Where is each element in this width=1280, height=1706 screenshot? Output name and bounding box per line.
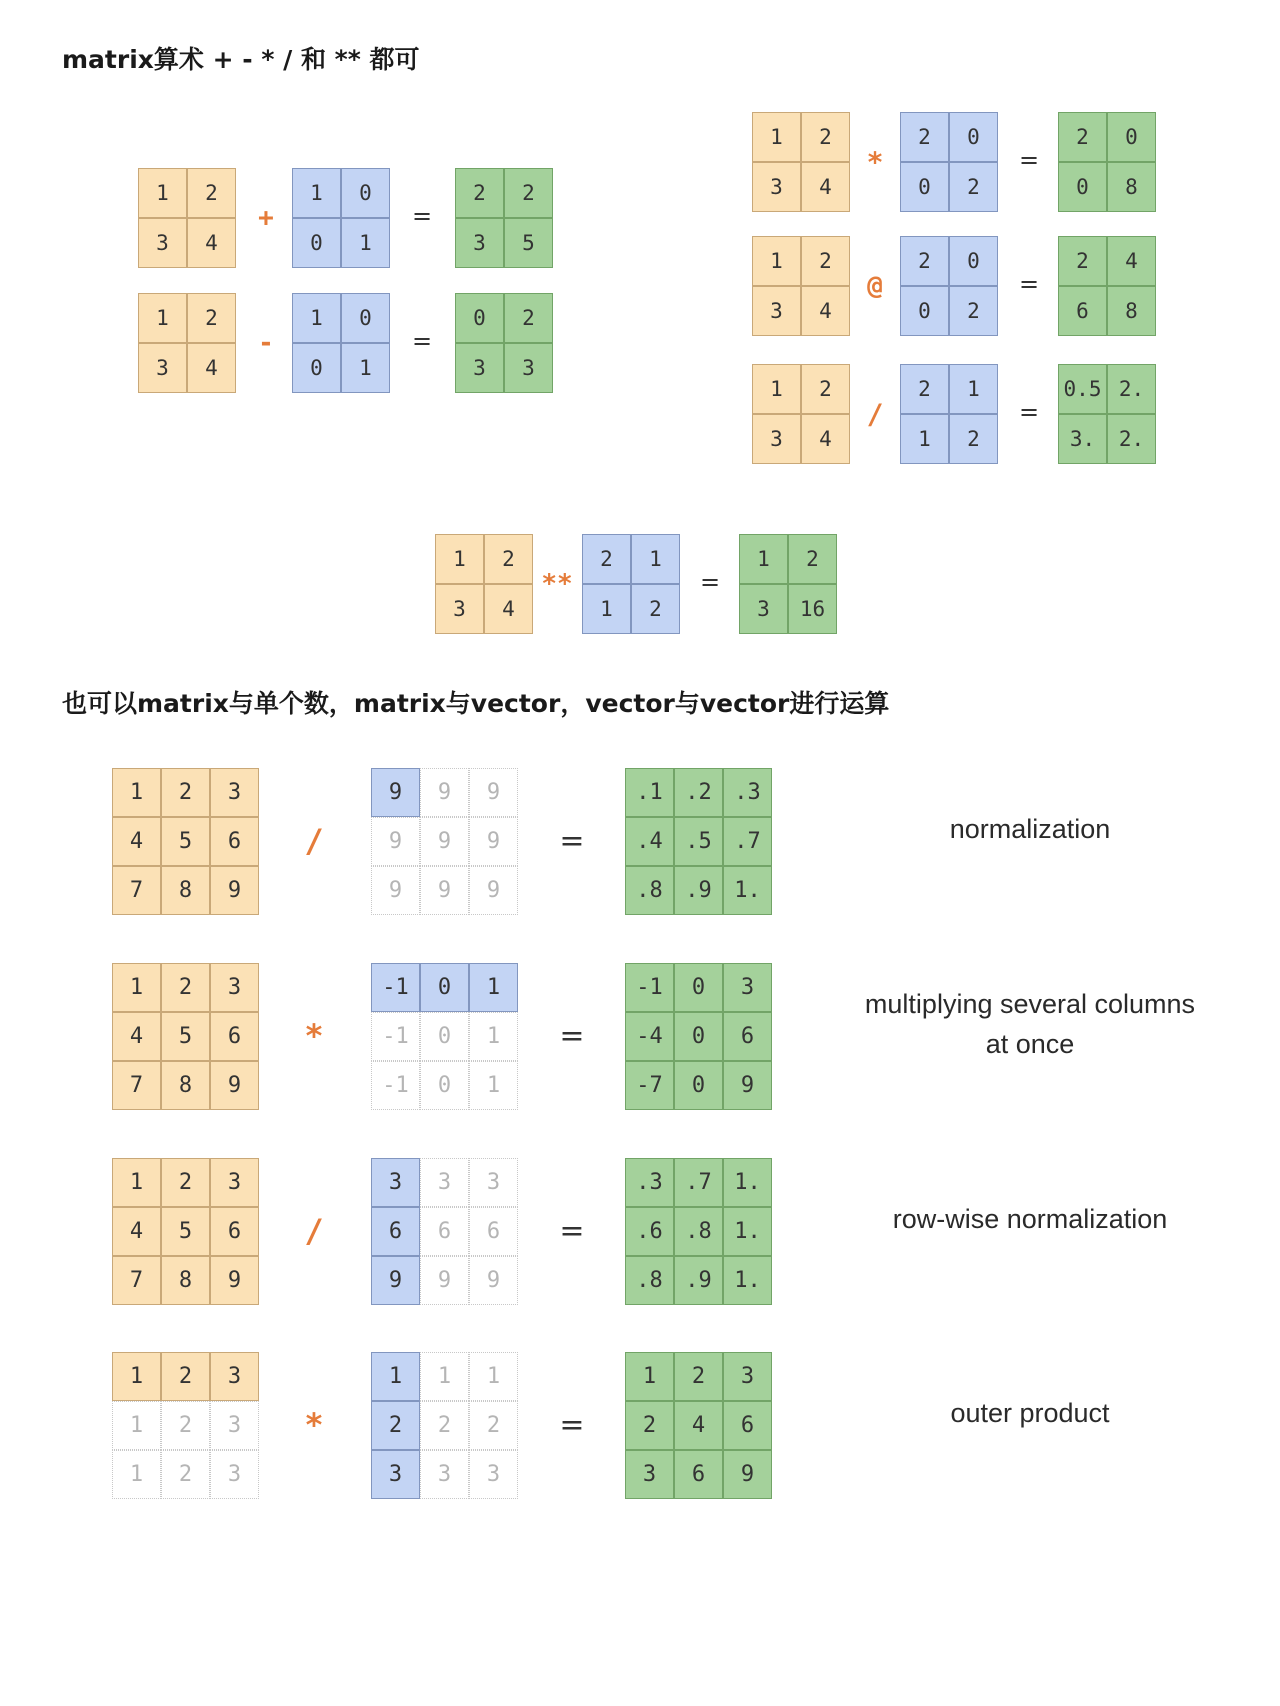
- div-left-cell: 3: [752, 414, 801, 464]
- multiply-columns-right-cell: 1: [469, 963, 518, 1012]
- normalization-right-cell: 9: [469, 817, 518, 866]
- sub-result-cell: 3: [504, 343, 553, 393]
- pow-operator: **: [541, 569, 573, 599]
- pow-right-cell: 1: [631, 534, 680, 584]
- normalization-right-cell: 9: [420, 768, 469, 817]
- outer-product-right-cell: 1: [371, 1352, 420, 1401]
- matmul-result-cell: 6: [1058, 286, 1107, 336]
- row-wise-right-cell: 6: [371, 1207, 420, 1256]
- div-result-matrix: [1058, 364, 1156, 464]
- matmul-right-cell: 2: [900, 236, 949, 286]
- equals-sign: =: [559, 1407, 585, 1443]
- normalization-result-cell: .5: [674, 817, 723, 866]
- matmul-left-matrix: [752, 236, 850, 336]
- outer-product-result-cell: 3: [723, 1352, 772, 1401]
- normalization-left-cell: 8: [161, 866, 210, 915]
- multiply-columns-result-cell: -1: [625, 963, 674, 1012]
- matmul-right-matrix: [900, 236, 998, 336]
- mul-left-matrix: [752, 112, 850, 212]
- multiply-columns-left-cell: 8: [161, 1061, 210, 1110]
- row-wise-result-cell: 1.: [723, 1158, 772, 1207]
- multiply-columns-right-cell: -1: [371, 1012, 420, 1061]
- sub-left-cell: 3: [138, 343, 187, 393]
- row-wise-right-cell: 9: [371, 1256, 420, 1305]
- mul-result-matrix: [1058, 112, 1156, 212]
- normalization-operator: /: [304, 822, 324, 860]
- row-wise-result-matrix: [625, 1158, 772, 1305]
- mul-left-cell: 1: [752, 112, 801, 162]
- normalization-left-cell: 1: [112, 768, 161, 817]
- row-wise-result-cell: .6: [625, 1207, 674, 1256]
- sub-right-cell: 0: [292, 343, 341, 393]
- sub-left-cell: 2: [187, 293, 236, 343]
- row-wise-left-cell: 6: [210, 1207, 259, 1256]
- add-right-cell: 0: [292, 218, 341, 268]
- row-wise-result-cell: 1.: [723, 1256, 772, 1305]
- add-left-cell: 2: [187, 168, 236, 218]
- multiply-columns-result-matrix: [625, 963, 772, 1110]
- multiply-columns-operator: *: [304, 1017, 324, 1055]
- div-right-cell: 1: [900, 414, 949, 464]
- row-wise-right-matrix: [371, 1158, 518, 1305]
- mul-left-cell: 4: [801, 162, 850, 212]
- multiply-columns-left-cell: 5: [161, 1012, 210, 1061]
- title-arithmetic: matrix算术 + - * / 和 ** 都可: [62, 45, 420, 74]
- pow-left-matrix: [435, 534, 533, 634]
- add-result-cell: 2: [504, 168, 553, 218]
- row-wise-left-cell: 8: [161, 1256, 210, 1305]
- mul-result-cell: 0: [1107, 112, 1156, 162]
- normalization-right-cell: 9: [371, 768, 420, 817]
- div-right-cell: 2: [900, 364, 949, 414]
- outer-product-right-cell: 3: [420, 1450, 469, 1499]
- multiply-columns-result-cell: 0: [674, 1061, 723, 1110]
- outer-product-result-cell: 2: [674, 1352, 723, 1401]
- multiply-columns-left-cell: 1: [112, 963, 161, 1012]
- outer-product-right-cell: 3: [469, 1450, 518, 1499]
- row-wise-left-cell: 7: [112, 1256, 161, 1305]
- pow-right-matrix: [582, 534, 680, 634]
- multiply-columns-result-cell: 0: [674, 1012, 723, 1061]
- outer-product-left-matrix: [112, 1352, 259, 1499]
- multiply-columns-left-cell: 9: [210, 1061, 259, 1110]
- div-result-cell: 3.: [1058, 414, 1107, 464]
- equals-sign: =: [411, 327, 433, 355]
- outer-product-result-matrix: [625, 1352, 772, 1499]
- sub-right-matrix: [292, 293, 390, 393]
- normalization-result-cell: .4: [625, 817, 674, 866]
- pow-left-cell: 1: [435, 534, 484, 584]
- sub-right-cell: 1: [292, 293, 341, 343]
- add-left-cell: 3: [138, 218, 187, 268]
- row-wise-right-cell: 6: [420, 1207, 469, 1256]
- multiply-columns-right-cell: 1: [469, 1061, 518, 1110]
- matmul-result-cell: 8: [1107, 286, 1156, 336]
- outer-product-result-cell: 6: [674, 1450, 723, 1499]
- row-wise-result-cell: .8: [625, 1256, 674, 1305]
- matmul-result-cell: 2: [1058, 236, 1107, 286]
- mul-right-cell: 0: [900, 162, 949, 212]
- matmul-left-cell: 1: [752, 236, 801, 286]
- row-wise-result-cell: 1.: [723, 1207, 772, 1256]
- div-left-cell: 2: [801, 364, 850, 414]
- equals-sign: =: [411, 202, 433, 230]
- div-result-cell: 2.: [1107, 364, 1156, 414]
- row-wise-right-cell: 3: [469, 1158, 518, 1207]
- add-right-cell: 1: [341, 218, 390, 268]
- add-left-cell: 1: [138, 168, 187, 218]
- outer-product-left-cell: 1: [112, 1401, 161, 1450]
- add-result-cell: 3: [455, 218, 504, 268]
- outer-product-label: outer product: [950, 1398, 1110, 1428]
- add-result-cell: 2: [455, 168, 504, 218]
- pow-right-cell: 2: [631, 584, 680, 634]
- equals-sign: =: [559, 1213, 585, 1249]
- multiply-columns-right-matrix: [371, 963, 518, 1110]
- multiply-columns-right-cell: -1: [371, 1061, 420, 1110]
- normalization-left-cell: 7: [112, 866, 161, 915]
- normalization-label: normalization: [949, 814, 1111, 844]
- multiply-columns-left-matrix: [112, 963, 259, 1110]
- multiply-columns-left-cell: 4: [112, 1012, 161, 1061]
- row-wise-left-cell: 2: [161, 1158, 210, 1207]
- mul-right-cell: 2: [949, 162, 998, 212]
- mul-result-cell: 8: [1107, 162, 1156, 212]
- add-result-cell: 5: [504, 218, 553, 268]
- multiply-columns-right-cell: -1: [371, 963, 420, 1012]
- row-wise-left-cell: 9: [210, 1256, 259, 1305]
- outer-product-operator: *: [304, 1406, 324, 1444]
- outer-product-left-cell: 2: [161, 1352, 210, 1401]
- row-wise-right-cell: 9: [469, 1256, 518, 1305]
- matmul-left-cell: 3: [752, 286, 801, 336]
- outer-product-left-cell: 3: [210, 1450, 259, 1499]
- sub-right-cell: 0: [341, 293, 390, 343]
- outer-product-result-cell: 9: [723, 1450, 772, 1499]
- outer-product-result-cell: 3: [625, 1450, 674, 1499]
- outer-product-left-cell: 1: [112, 1450, 161, 1499]
- multiply-columns-left-cell: 7: [112, 1061, 161, 1110]
- outer-product-right-cell: 1: [469, 1352, 518, 1401]
- pow-right-cell: 1: [582, 584, 631, 634]
- div-operator: /: [866, 397, 884, 431]
- add-right-cell: 1: [292, 168, 341, 218]
- mul-left-cell: 2: [801, 112, 850, 162]
- multiply-columns-result-cell: 0: [674, 963, 723, 1012]
- outer-product-result-cell: 4: [674, 1401, 723, 1450]
- sub-result-matrix: [455, 293, 553, 393]
- normalization-result-cell: .8: [625, 866, 674, 915]
- normalization-right-cell: 9: [469, 768, 518, 817]
- normalization-left-cell: 3: [210, 768, 259, 817]
- div-right-matrix: [900, 364, 998, 464]
- normalization-result-cell: .2: [674, 768, 723, 817]
- normalization-result-cell: .7: [723, 817, 772, 866]
- normalization-left-cell: 9: [210, 866, 259, 915]
- normalization-result-matrix: [625, 768, 772, 915]
- pow-result-cell: 2: [788, 534, 837, 584]
- multiply-columns-right-cell: 1: [469, 1012, 518, 1061]
- matmul-result-matrix: [1058, 236, 1156, 336]
- normalization-right-cell: 9: [420, 817, 469, 866]
- div-right-cell: 1: [949, 364, 998, 414]
- outer-product-left-cell: 2: [161, 1401, 210, 1450]
- outer-product-left-cell: 2: [161, 1450, 210, 1499]
- multiply-columns-result-cell: 9: [723, 1061, 772, 1110]
- normalization-left-cell: 4: [112, 817, 161, 866]
- equals-sign: =: [559, 823, 585, 859]
- equals-sign: =: [699, 568, 721, 596]
- mul-left-cell: 3: [752, 162, 801, 212]
- equals-sign: =: [559, 1018, 585, 1054]
- pow-left-cell: 2: [484, 534, 533, 584]
- outer-product-right-cell: 2: [469, 1401, 518, 1450]
- outer-product-result-cell: 1: [625, 1352, 674, 1401]
- multiply-columns-right-cell: 0: [420, 963, 469, 1012]
- outer-product-right-matrix: [371, 1352, 518, 1499]
- multiply-columns-result-cell: -4: [625, 1012, 674, 1061]
- div-right-cell: 2: [949, 414, 998, 464]
- row-wise-right-cell: 3: [420, 1158, 469, 1207]
- mul-result-cell: 0: [1058, 162, 1107, 212]
- multiply-columns-right-cell: 0: [420, 1061, 469, 1110]
- row-wise-operator: /: [304, 1212, 324, 1250]
- row-wise-result-cell: .8: [674, 1207, 723, 1256]
- matmul-left-cell: 4: [801, 286, 850, 336]
- mul-operator: *: [866, 145, 884, 179]
- row-wise-left-cell: 1: [112, 1158, 161, 1207]
- matmul-right-cell: 0: [900, 286, 949, 336]
- mul-result-cell: 2: [1058, 112, 1107, 162]
- outer-product-left-cell: 3: [210, 1352, 259, 1401]
- row-wise-left-cell: 4: [112, 1207, 161, 1256]
- outer-product-left-cell: 3: [210, 1401, 259, 1450]
- row-wise-right-cell: 6: [469, 1207, 518, 1256]
- pow-result-cell: 3: [739, 584, 788, 634]
- equals-sign: =: [1018, 146, 1040, 174]
- row-wise-left-cell: 5: [161, 1207, 210, 1256]
- row-wise-result-cell: .7: [674, 1158, 723, 1207]
- normalization-right-matrix: [371, 768, 518, 915]
- sub-left-matrix: [138, 293, 236, 393]
- div-left-cell: 1: [752, 364, 801, 414]
- row-wise-result-cell: .9: [674, 1256, 723, 1305]
- row-wise-right-cell: 3: [371, 1158, 420, 1207]
- normalization-result-cell: .3: [723, 768, 772, 817]
- multiply-columns-result-cell: -7: [625, 1061, 674, 1110]
- pow-right-cell: 2: [582, 534, 631, 584]
- matmul-operator: @: [867, 271, 883, 301]
- multiply-columns-result-cell: 3: [723, 963, 772, 1012]
- sub-left-cell: 1: [138, 293, 187, 343]
- outer-product-right-cell: 3: [371, 1450, 420, 1499]
- outer-product-result-cell: 6: [723, 1401, 772, 1450]
- matmul-result-cell: 4: [1107, 236, 1156, 286]
- outer-product-result-cell: 2: [625, 1401, 674, 1450]
- row-wise-left-cell: 3: [210, 1158, 259, 1207]
- normalization-left-matrix: [112, 768, 259, 915]
- div-result-cell: 2.: [1107, 414, 1156, 464]
- div-result-cell: 0.5: [1058, 364, 1107, 414]
- multiply-columns-left-cell: 3: [210, 963, 259, 1012]
- normalization-right-cell: 9: [371, 866, 420, 915]
- equals-sign: =: [1018, 270, 1040, 298]
- add-left-matrix: [138, 168, 236, 268]
- matmul-left-cell: 2: [801, 236, 850, 286]
- add-right-cell: 0: [341, 168, 390, 218]
- normalization-left-cell: 2: [161, 768, 210, 817]
- multiply-columns-label: multiplying several columns at once: [864, 989, 1196, 1059]
- mul-right-matrix: [900, 112, 998, 212]
- title-broadcasting: 也可以matrix与单个数，matrix与vector，vector与vector进行运算: [62, 689, 890, 718]
- add-right-matrix: [292, 168, 390, 268]
- add-left-cell: 4: [187, 218, 236, 268]
- outer-product-right-cell: 2: [371, 1401, 420, 1450]
- multiply-columns-left-cell: 2: [161, 963, 210, 1012]
- row-wise-right-cell: 9: [420, 1256, 469, 1305]
- pow-result-matrix: [739, 534, 837, 634]
- multiply-columns-right-cell: 0: [420, 1012, 469, 1061]
- normalization-right-cell: 9: [469, 866, 518, 915]
- add-result-matrix: [455, 168, 553, 268]
- sub-left-cell: 4: [187, 343, 236, 393]
- normalization-result-cell: .1: [625, 768, 674, 817]
- multiply-columns-result-cell: 6: [723, 1012, 772, 1061]
- normalization-result-cell: 1.: [723, 866, 772, 915]
- div-left-matrix: [752, 364, 850, 464]
- row-wise-left-matrix: [112, 1158, 259, 1305]
- equals-sign: =: [1018, 398, 1040, 426]
- div-left-cell: 4: [801, 414, 850, 464]
- sub-result-cell: 0: [455, 293, 504, 343]
- normalization-left-cell: 5: [161, 817, 210, 866]
- pow-left-cell: 4: [484, 584, 533, 634]
- normalization-left-cell: 6: [210, 817, 259, 866]
- row-wise-label: row-wise normalization: [892, 1204, 1168, 1234]
- multiply-columns-left-cell: 6: [210, 1012, 259, 1061]
- add-operator: +: [258, 203, 274, 233]
- outer-product-left-cell: 1: [112, 1352, 161, 1401]
- pow-result-cell: 1: [739, 534, 788, 584]
- matmul-right-cell: 0: [949, 236, 998, 286]
- row-wise-result-cell: .3: [625, 1158, 674, 1207]
- matmul-right-cell: 2: [949, 286, 998, 336]
- normalization-result-cell: .9: [674, 866, 723, 915]
- normalization-right-cell: 9: [420, 866, 469, 915]
- pow-result-cell: 16: [788, 584, 837, 634]
- normalization-right-cell: 9: [371, 817, 420, 866]
- sub-result-cell: 3: [455, 343, 504, 393]
- mul-right-cell: 2: [900, 112, 949, 162]
- pow-left-cell: 3: [435, 584, 484, 634]
- mul-right-cell: 0: [949, 112, 998, 162]
- outer-product-right-cell: 1: [420, 1352, 469, 1401]
- sub-result-cell: 2: [504, 293, 553, 343]
- sub-right-cell: 1: [341, 343, 390, 393]
- outer-product-right-cell: 2: [420, 1401, 469, 1450]
- sub-operator: -: [258, 328, 274, 358]
